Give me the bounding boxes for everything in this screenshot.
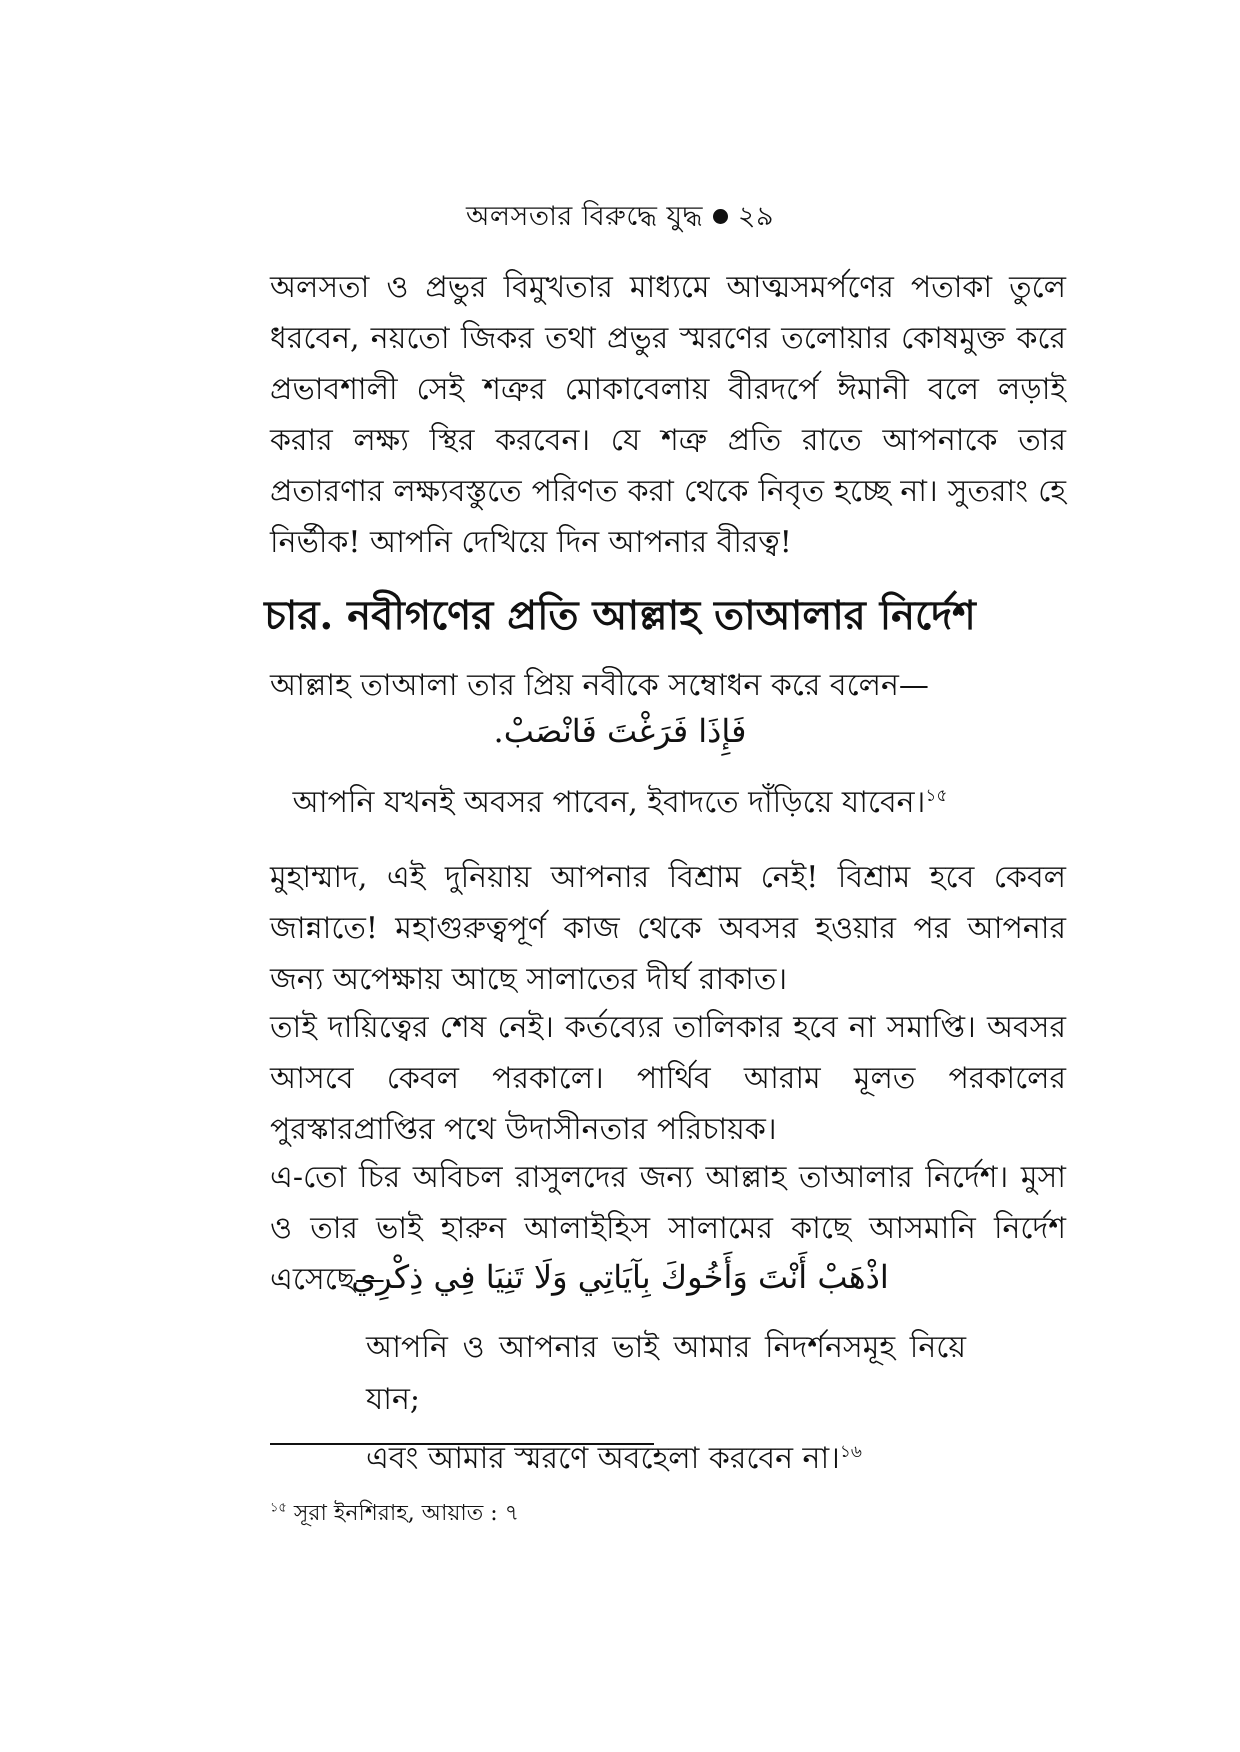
arabic-verse-1: فَإِذَا فَرَغْتَ فَانْصَبْ. xyxy=(493,712,747,750)
section-heading: চার. নবীগণের প্রতি আল্লাহ তাআলার নির্দেশ xyxy=(264,592,976,639)
paragraph-command: এ-তো চির অবিচল রাসুলদের জন্য আল্লাহ তাআলার নির্দেশ। মুসা ও তার ভাই হারুন আলাইহিস সালামের কাছে আসমানি নির্দেশ এসেছে— xyxy=(270,1160,1066,1297)
header-title: অলসতার বিরুদ্ধে যুদ্ধ xyxy=(466,201,703,232)
running-header xyxy=(0,196,1240,241)
footnote-number: ১৫ xyxy=(270,1500,287,1516)
footnote-marker-16: ১৬ xyxy=(839,1442,862,1462)
translation-1 xyxy=(0,778,1240,829)
intro-line: আল্লাহ তাআলা তার প্রিয় নবীকে সম্বোধন করে বলেন— xyxy=(270,668,929,703)
footnote xyxy=(270,1496,519,1533)
bullet-separator xyxy=(713,209,728,224)
paragraph-surrender: অলসতা ও প্রভুর বিমুখতার মাধ্যমে আত্মসমর্পণের পতাকা তুলে ধরবেন, নয়তো জিকর তথা প্রভুর স্মরণের তলোয়ার কোষমুক্ত করে প্রভাবশালী সেই শত্রুর মোকাবেলায় বীরদর্পে ঈমানী বলে লড়াই করার লক্ষ্য স্থির করবেন। যে শত্রু প্রতি রাতে আপনাকে তার প্রতারণার লক্ষ্যবস্তুতে পরিণত করা থেকে নিবৃত হচ্ছে না। সুতরাং হে নির্ভীক! আপনি দেখিয়ে দিন আপনার বীরত্ব! xyxy=(270,270,1066,560)
translation-2-line2-wrap xyxy=(366,1426,966,1485)
page-number: ২৯ xyxy=(737,201,774,232)
paragraph-no-rest: মুহাম্মাদ, এই দুনিয়ায় আপনার বিশ্রাম নেই! বিশ্রাম হবে কেবল জান্নাতে! মহাগুরুত্বপূর্ণ কাজ থেকে অবসর হওয়ার পর আপনার জন্য অপেক্ষায় আছে সালাতের দীর্ঘ রাকাত। xyxy=(270,860,1066,997)
footnote-text: সূরা ইনশিরাহ, আয়াত : ৭ xyxy=(293,1501,520,1526)
paragraph-duty: তাই দায়িত্বের শেষ নেই। কর্তব্যের তালিকার হবে না সমাপ্তি। অবসর আসবে কেবল পরকালে। পার্থিব আরাম মূলত পরকালের পুরস্কারপ্রাপ্তির পথে উদাসীনতার পরিচায়ক। xyxy=(270,1010,1066,1147)
translation-1-text: আপনি যখনই অবসর পাবেন, ইবাদতে দাঁড়িয়ে যাবেন। xyxy=(292,785,926,820)
translation-2 xyxy=(366,1322,966,1485)
arabic-verse-2: اذْهَبْ أَنْتَ وَأَخُوكَ بِآيَاتِي وَلَا تَنِيَا فِي ذِكْرِي xyxy=(351,1258,889,1296)
translation-2-line1: আপনি ও আপনার ভাই আমার নিদর্শনসমূহ নিয়ে যান; xyxy=(366,1330,966,1417)
translation-2-line2: এবং আমার স্মরণে অবহেলা করবেন না। xyxy=(366,1441,840,1476)
footnote-marker-15: ১৫ xyxy=(925,786,948,806)
footnote-divider xyxy=(270,1443,654,1445)
